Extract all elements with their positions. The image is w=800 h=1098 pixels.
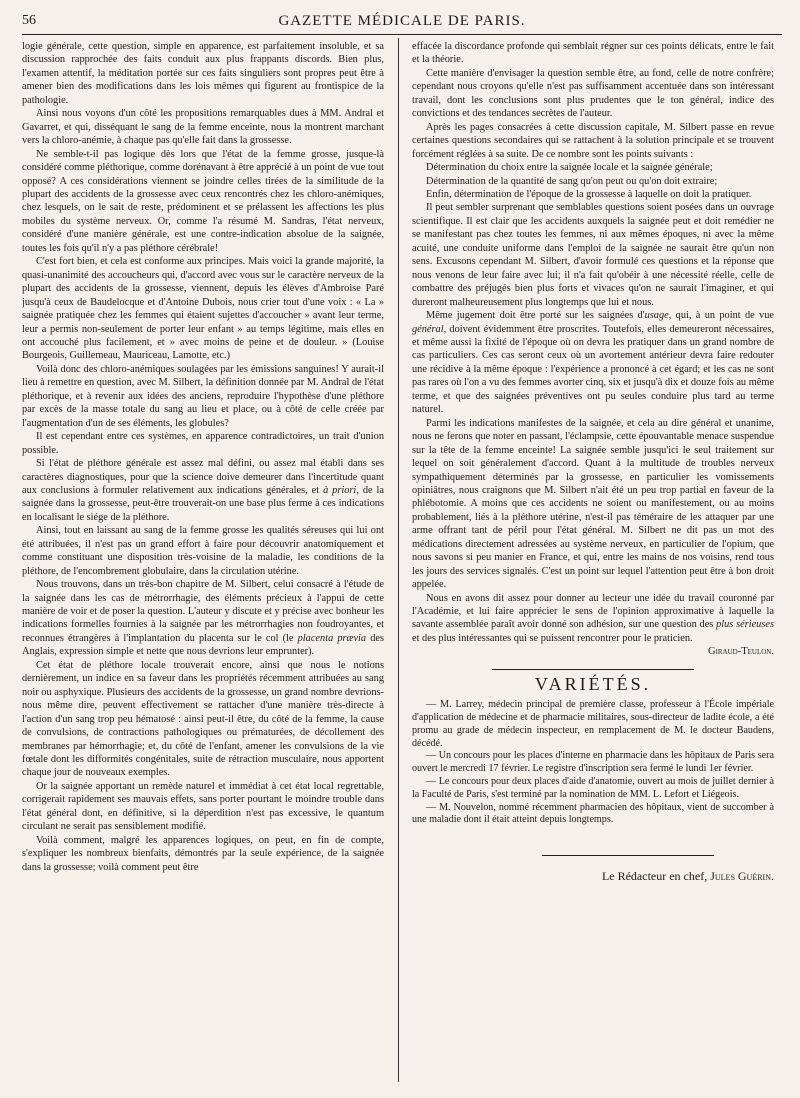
italic-term: plus sérieuses	[716, 619, 774, 631]
paragraph: Ainsi nous voyons d'un côté les propositions remarquables dues à MM. Andral et Gavarret, et qui, disséquant le sang de la femme enceinte, nous la montrent marchant vers la chloro-anémie, à chaque pas qu'elle fait dans la grossesse.	[22, 108, 384, 147]
news-list	[412, 699, 774, 827]
footer-separator	[542, 855, 714, 856]
left-column	[22, 40, 384, 1080]
paragraph: Voilà comment, malgré les apparences logiques, on peut, en fin de compte, s'expliquer les nombreux bienfaits, démontrés par la seule expérience, de la saignée dans la grossesse; voilà comment peut être	[22, 834, 384, 873]
editor-label: Le Rédacteur en chef,	[601, 869, 708, 884]
news-item: — Le concours pour deux places d'aide d'anatomie, ouvert au mois de juillet dernier à la Faculté de Paris, s'est terminé par la nomination de MM. L. Lefort et Liégeois.	[412, 776, 774, 800]
italic-term: usage	[644, 310, 669, 322]
editor-credit	[412, 870, 774, 883]
news-item: — Un concours pour les places d'interne en pharmacie dans les hôpitaux de Paris sera ouvert le mercredi 17 février. Le registre d'inscription sera fermé le lundi 1er février.	[412, 750, 774, 775]
paragraph: Ainsi, tout en laissant au sang de la femme grosse les qualités séreuses qui lui ont été attribuées, il n'est pas un grand effort à faire pour découvrir anatomiquement et comme constituant une disposition très-voisine de la maladie, les conditions de la pléthore, de l'encombrement globulaire, dans la circulation utérine.	[22, 525, 384, 577]
paragraph: Après les pages consacrées à cette discussion capitale, M. Silbert passe en revue certaines questions secondaires qui se rattachent à la solution principale et se trouvent forcément réglées à sa suite. De ce nombre sont les points suivants :	[412, 121, 774, 160]
editor-name: Jules Guérin.	[710, 869, 774, 884]
paragraph: Parmi les indications manifestes de la saignée, et cela au dire général et unanime, nous ne ferons que noter en passant, l'éclampsie, cette épouvantable menace suspendue sur la tête de la femme enceinte! La saignée semble jusqu'ici le seul traitement sur lequel on soit généralement d'accord. Quant à la multitude de troubles nerveux sympathiquement déterminés par la grossesse, en particulier les vomissements opiniâtres, nous craignons que M. Silbert n'ait été un peu trop partial en faveur de la phlébotomie. A moins que ces accidents ne soient ou manifestement, ou au moins probablement, liés à la pléthore utérine, n'est-il pas téméraire de les attaquer par une arme offrant tant de péril pour l'état général. M. Silbert ne dit pas un mot des médications directement adressées au système nerveux, en particulier de l'opium, que nous savons si peu manier en France, et qui, entre les mains de nos voisins, rend tous les jours des services signalés. C'est un point sur lequel l'attention peut être à bon droit appelée.	[412, 417, 774, 591]
paragraph: Enfin, détermination de l'époque de la grossesse à laquelle on doit la pratiquer.	[426, 188, 752, 200]
paragraph: Même jugement doit être porté sur les saignées d'usage, qui, à un point de vue général, doivent évidemment être proscrites. Toutefois, elles demeureront nécessaires, et même aussi la fixité de l'époque où on devra les pratiquer dans un grand nombre de cas particuliers. Ces cas seront ceux où un avortement antérieur devra faire redouter une récidive à la même époque : l'expérience a prononcé à cet égard; et les cas ne sont pas rares où l'on a vu des femmes avorter cinq, six et jusqu'à dix et douze fois au même terme, et que des saignées préventives ont pu seules conduire plus tard au terme naturel.	[412, 310, 774, 416]
paragraph: Nous trouvons, dans un très-bon chapitre de M. Silbert, celui consacré à l'étude de la saignée dans les cas de métrorrhagie, des éléments précieux à l'appui de cette manière de voir et de poser la question. L'auteur y discute et y précise avec bonheur les indications formelles fournies à la saignée par les métrorrhagies non foudroyantes, et reconnues étrangères à l'implantation du placenta sur le col (le placenta prævia des Anglais, expression simple et nette que nous devrions leur emprunter).	[22, 579, 384, 658]
news-item: — M. Larrey, médecin principal de première classe, professeur à l'École impériale d'application de médecine et de pharmacie militaires, sous-directeur de ladite école, a été promu au grade de médecin inspecteur, en remplacement de M. le docteur Baudens, décédé.	[412, 699, 774, 749]
column-divider	[398, 38, 399, 1082]
paragraph: Or la saignée apportant un remède naturel et immédiat à cet état local regrettable, corrigerait rapidement ses mauvais effets, sans porter pourtant le moindre trouble dans l'état général dont, en définitive, si la déperdition n'est pas excessive, le quantum circulant ne serait pas sensiblement modifié.	[22, 780, 384, 833]
italic-term: placenta prævia	[297, 632, 367, 644]
paragraph: Il est cependant entre ces systèmes, en apparence contradictoires, un trait d'union possible.	[22, 431, 384, 456]
italic-term: général	[412, 323, 444, 335]
paragraph: Nous en avons dit assez pour donner au lecteur une idée du travail couronné par l'Académie, et lui faire apprécier le sens de l'opinion approximative à laquelle la savante assemblée paraît avoir donné son adhésion, sur une question des plus sérieuses et des plus intéressantes qui se puissent rencontrer pour le praticien.	[412, 592, 774, 644]
paragraph: logie générale, cette question, simple en apparence, est parfaitement insoluble, et sa discussion rapprochée des faits conduit aux plus frappants discords. Bien plus, l'examen attentif, la méditation portée sur ces faits singuliers sont propres peut être à amener bien des modifications dans les lois mêmes qui figurent au frontispice de la pathologie.	[22, 41, 384, 106]
italic-term: à priori	[323, 484, 357, 496]
paragraph: Cet état de pléthore locale trouverait encore, ainsi que nous le notions dernièrement, un indice en sa faveur dans les propriétés récemment attribuées au sang noir ou asphyxique. Plusieurs des accidents de la grossesse, un grand nombre devrions-nous même dire, peuvent effectivement se rattacher d'une manière très-directe à l'action d'un sang trop peu hématosé : ainsi peut-il être, du côté de la femme, la cause de convulsions, de contractions pathologiques ou prématurées, de décollement des membranes par hémorrhagie; et, du côté de l'enfant, amener les convulsions de la vie fœtale dont les difformités congénitales, suite de rétraction musculaire, nous apportent chaque jour de nouveaux exemples.	[22, 659, 384, 779]
section-title: VARIÉTÉS.	[534, 673, 652, 694]
paragraph: Il peut sembler surprenant que semblables questions soient posées dans un ouvrage scientifique. Il est clair que les accidents auxquels la saignée peut et doit remédier ne se manifestant pas chez toutes les femmes, ni aux mêmes époques, ni avec la même acuité, une conduite uniforme dans l'emploi de la saignée ne saurait être qu'un non sens. Excusons cependant M. Silbert, d'avoir formulé ces questions et la réponse que nous venons de leur faire avec lui; il n'a fait qu'obéir à une nécessité réelle, celle de combattre des préjugés bien plus forts et vivaces qu'on ne saurait l'imaginer, et qui dureront malheureusement plus longtemps que lui et nous.	[412, 202, 774, 308]
paragraph: Si l'état de pléthore générale est assez mal défini, ou assez mal établi dans ses caractères diagnostiques, pour que la science doive demeurer dans l'incertitude quant aux conclusions à formuler relativement aux indications générales, et à priori, de la saignée dans la grossesse, peut-être trouverait-on une base plus ferme à ces indications en localisant le siége de la pléthore.	[22, 458, 384, 523]
paragraph: Voilà donc des chloro-anémiques soulagées par les émissions sanguines! Y aurait-il lieu à remettre en question, avec M. Silbert, la définition donnée par M. Andral de l'état pléthorique, et à revenir aux idées des anciens, reproduire l'hypothèse d'une pléthore par excès de la masse totale du sang au lieu et place, ou à côté de celle créée par l'augmentation d'un de ses éléments, les globules?	[22, 363, 384, 429]
paragraph: Cette manière d'envisager la question semble être, au fond, celle de notre confrère; cependant nous croyons qu'elle n'est pas suffisamment accentuée dans son intéressant travail, dont les conclusions sont plus prudentes que le ton général, indice des convictions et des tendances secrètes de l'auteur.	[412, 67, 774, 120]
paragraph: C'est fort bien, et cela est conforme aux principes. Mais voici la grande majorité, la quasi-unanimité des accoucheurs qui, d'accord avec vous sur le caractère nerveux de la plupart des accidents de la grossesse, viennent, depuis les élèves d'Ambroise Paré jusqu'à ceux de Baudelocque et d'Antoine Dubois, nous crier tout d'une voix : « La » saignée pratiquée chez les femmes qui étaient sujettes d'accoucher » avant leur terme, leur a permis non-seulement de porter leur enfant » au temps légitime, mais elles en ont accouché plus facilement, et » avec moins de peine et de douleur. » (Louise Bourgeois, Guillemeau, Mauriceau, Lamotte, etc.)	[22, 256, 384, 362]
page-number: 56	[22, 13, 36, 28]
paragraph: Ne semble-t-il pas logique dès lors que l'état de la femme grosse, jusque-là considéré comme pléthorique, comme dorénavant à être apprécié à un point de vue tout opposé? A ces considérations viennent se joindre celles tirées de la similitude de la plupart des accidents de la grossesse avec ceux rencontrés chez les chloro-anémiques, chez lesquels, on le sait de reste, prédominent et se prélassent les affections les plus mobiles du système nerveux. Or, comme l'a résumé M. Sandras, l'état nerveux, considéré d'une manière générale, est une contre-indication absolue de la saignée, toutes les fois qu'il n'y a pas pléthore cérébrale!	[22, 148, 384, 254]
news-item: — M. Nouvelon, nommé récemment pharmacien des hôpitaux, vient de succomber à une maladie dont il était atteint depuis longtemps.	[412, 801, 774, 826]
author-signature: Giraud-Teulon.	[707, 646, 774, 658]
running-title: GAZETTE MÉDICALE DE PARIS.	[278, 13, 526, 29]
paragraph: effacée la discordance profonde qui semblait régner sur ces points délicats, entre le fait et la théorie.	[412, 41, 774, 66]
right-column	[412, 40, 774, 1080]
page-header	[22, 12, 782, 35]
section-separator	[492, 669, 694, 670]
paragraph: Détermination de la quantité de sang qu'on peut ou qu'on doit extraire;	[426, 175, 718, 187]
paragraph: Détermination du choix entre la saignée locale et la saignée générale;	[426, 162, 713, 174]
